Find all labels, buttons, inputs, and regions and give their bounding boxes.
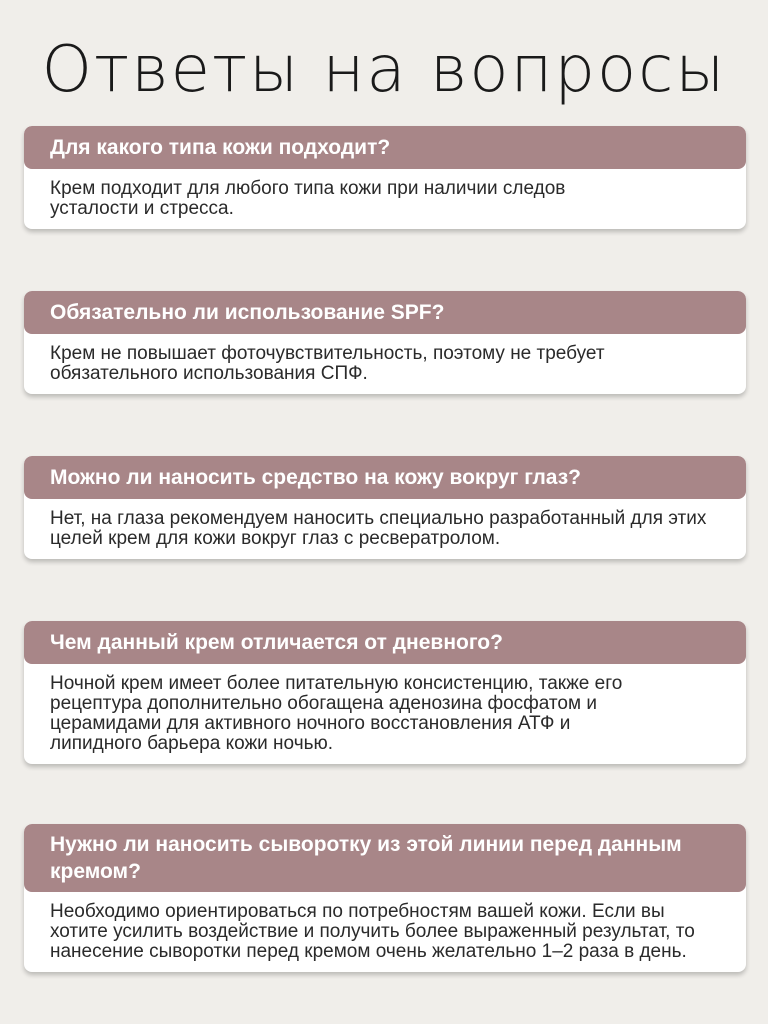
faq-question: Нужно ли наносить сыворотку из этой линии перед данным кремом? (24, 824, 746, 892)
faq-answer: Нет, на глаза рекомендуем наносить специально разработанный для этих целей крем для кожи вокруг глаз с ресвератролом. (50, 508, 707, 549)
faq-card-skin-type (24, 126, 746, 229)
faq-card-eye-area (24, 456, 746, 559)
faq-question: Можно ли наносить средство на кожу вокруг глаз? (24, 456, 746, 499)
faq-card-day-vs-night (24, 621, 746, 764)
faq-question: Чем данный крем отличается от дневного? (24, 621, 746, 664)
faq-question: Обязательно ли использование SPF? (24, 291, 746, 334)
faq-card-serum (24, 824, 746, 972)
page-title: Ответы на вопросы (41, 33, 727, 107)
faq-answer: Крем подходит для любого типа кожи при наличии следов усталости и стресса. (50, 178, 566, 219)
faq-answer: Ночной крем имеет более питательную консистенцию, также его рецептура дополнительно обогащена аденозина фосфатом и церамидами для активного ночного восстановления АТФ и липидного барьера кожи ночью. (50, 673, 623, 754)
faq-card-spf (24, 291, 746, 394)
faq-answer: Крем не повышает фоточувствительность, поэтому не требует обязательного использования СПФ. (50, 343, 605, 384)
faq-question: Для какого типа кожи подходит? (24, 126, 746, 169)
faq-answer: Необходимо ориентироваться по потребностям вашей кожи. Если вы хотите усилить воздействие и получить более выраженный результат, то нанесение сыворотки перед кремом очень желательно 1–2 раза в день. (50, 901, 695, 962)
